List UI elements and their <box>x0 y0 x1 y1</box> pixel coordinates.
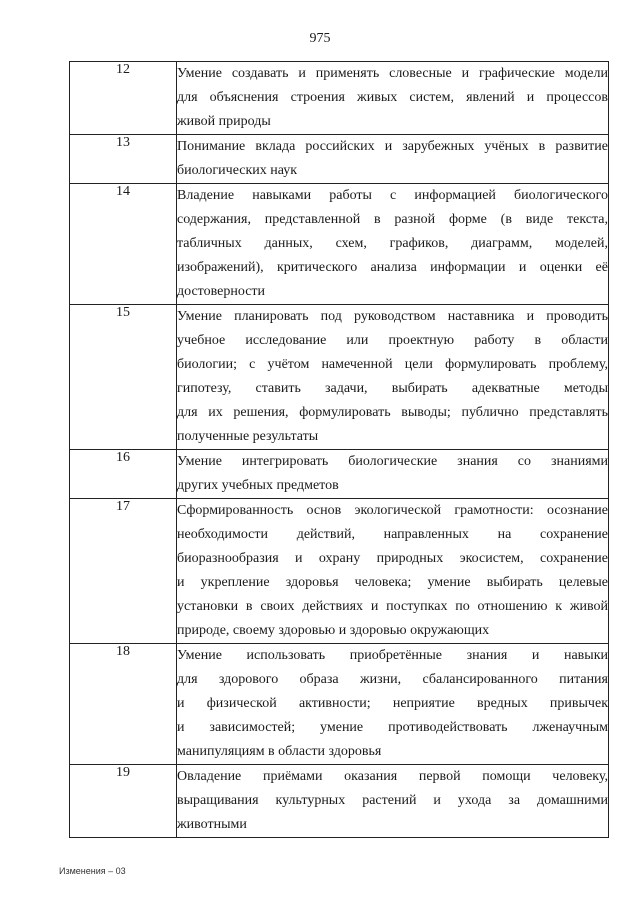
row-number: 17 <box>70 499 177 644</box>
table-row <box>70 305 609 450</box>
table-row <box>70 644 609 765</box>
text-line: Умение планировать под руководством наставника и проводить <box>177 309 608 324</box>
text-line: других учебных предметов <box>177 478 339 493</box>
text-line: учебное исследование или проектную работу в области <box>177 333 608 348</box>
text-line: выращивания культурных растений и ухода за домашними <box>177 793 608 808</box>
requirements-table <box>69 61 609 838</box>
footer-revision: Изменения – 03 <box>59 866 126 876</box>
row-number: 12 <box>70 62 177 135</box>
text-line: животными <box>177 817 247 832</box>
text-line: для объяснения строения живых систем, явлений и процессов <box>177 90 608 105</box>
text-line: содержания, представленной в разной форме (в виде текста, <box>177 212 608 227</box>
text-line: манипуляциям в области здоровья <box>177 744 382 759</box>
requirement-text <box>177 450 609 499</box>
table-row <box>70 184 609 305</box>
requirement-text <box>177 184 609 305</box>
text-line: Умение интегрировать биологические знания со знаниями <box>177 454 608 469</box>
row-number: 16 <box>70 450 177 499</box>
text-line: полученные результаты <box>177 429 319 444</box>
text-line: и физической активности; неприятие вредных привычек <box>177 696 608 711</box>
row-number: 19 <box>70 765 177 838</box>
requirement-text <box>177 499 609 644</box>
text-line: установки в своих действиях и поступках по отношению к живой <box>177 599 608 614</box>
requirement-text <box>177 305 609 450</box>
text-line: Овладение приёмами оказания первой помощи человеку, <box>177 769 608 784</box>
row-number: 13 <box>70 135 177 184</box>
text-line: живой природы <box>177 114 271 129</box>
row-number: 18 <box>70 644 177 765</box>
text-line: Умение использовать приобретённые знания и навыки <box>177 648 608 663</box>
table-row <box>70 62 609 135</box>
table-row <box>70 499 609 644</box>
table-row <box>70 765 609 838</box>
requirement-text <box>177 644 609 765</box>
row-number: 14 <box>70 184 177 305</box>
text-line: Понимание вклада российских и зарубежных учёных в развитие <box>177 139 608 154</box>
text-line: биоразнообразия и охрану природных экосистем, сохранение <box>177 551 608 566</box>
text-line: и укрепление здоровья человека; умение выбирать целевые <box>177 575 608 590</box>
text-line: необходимости действий, направленных на сохранение <box>177 527 608 542</box>
text-line: для их решения, формулировать выводы; публично представлять <box>177 405 608 420</box>
text-line: биологических наук <box>177 163 298 178</box>
requirement-text <box>177 62 609 135</box>
table-row <box>70 450 609 499</box>
text-line: природе, своему здоровью и здоровью окружающих <box>177 623 490 638</box>
row-number: 15 <box>70 305 177 450</box>
text-line: гипотезу, ставить задачи, выбирать адекватные методы <box>177 381 608 396</box>
text-line: биологии; с учётом намеченной цели формулировать проблему, <box>177 357 608 372</box>
text-line: изображений), критического анализа информации и оценки её <box>177 260 608 275</box>
text-line: для здорового образа жизни, сбалансированного питания <box>177 672 608 687</box>
text-line: Владение навыками работы с информацией биологического <box>177 188 608 203</box>
page-number: 975 <box>309 31 331 46</box>
text-line: достоверности <box>177 284 266 299</box>
text-line: и зависимостей; умение противодействовать лженаучным <box>177 720 608 735</box>
text-line: Умение создавать и применять словесные и графические модели <box>177 66 608 81</box>
table-row <box>70 135 609 184</box>
text-line: Сформированность основ экологической грамотности: осознание <box>177 503 608 518</box>
requirement-text <box>177 765 609 838</box>
requirement-text <box>177 135 609 184</box>
text-line: табличных данных, схем, графиков, диаграмм, моделей, <box>177 236 608 251</box>
